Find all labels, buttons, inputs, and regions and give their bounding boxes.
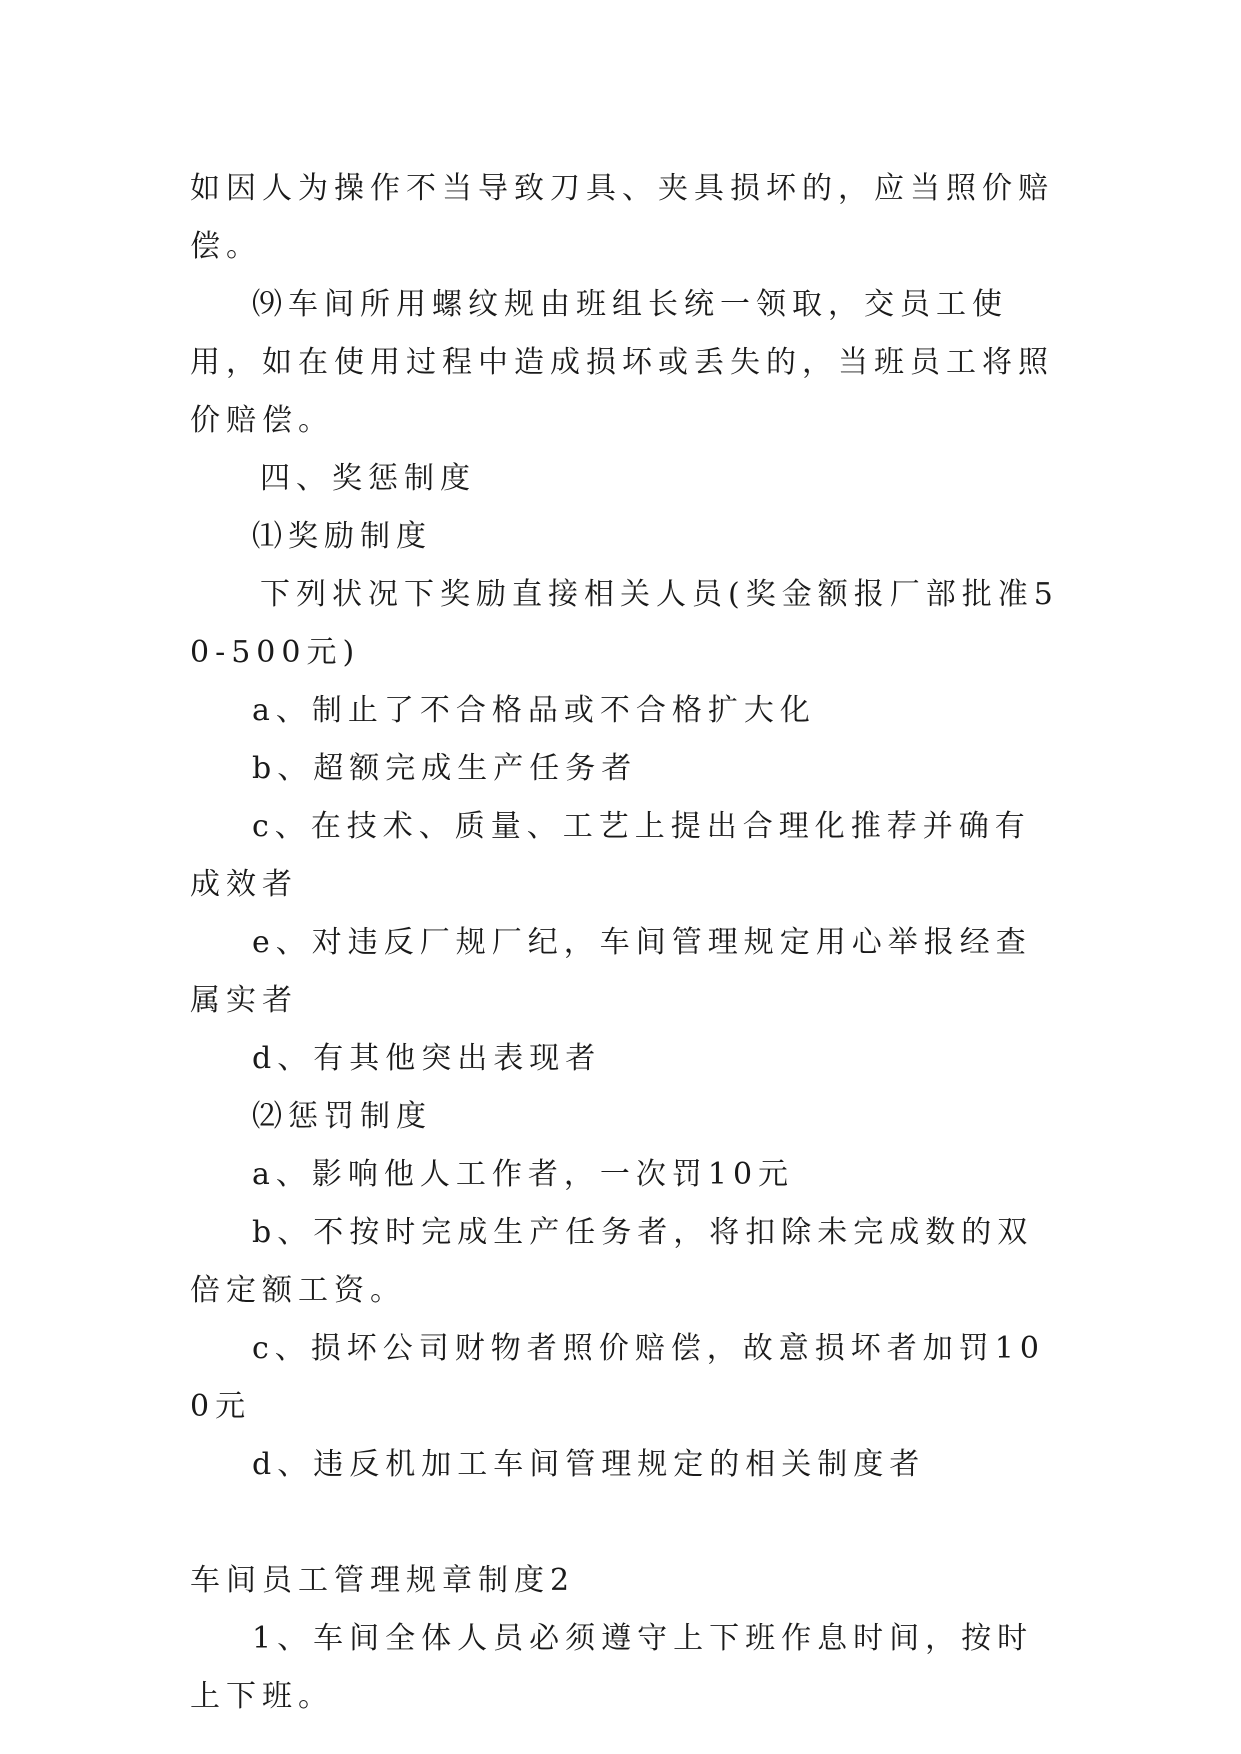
paragraph-compensation: 如因人为操作不当导致刀具、夹具损坏的，应当照价赔偿。 bbox=[190, 171, 1054, 264]
section-title: 车间员工管理规章制度2 bbox=[190, 1563, 576, 1598]
list-item-reward-c: c、在技术、质量、工艺上提出合理化推荐并确有成效者 bbox=[190, 809, 1031, 902]
paragraph-reward-conditions: 下列状况下奖励直接相关人员(奖金额报厂部批准50-500元) bbox=[190, 577, 1059, 670]
paragraph-thread-gauge: ⑼车间所用螺纹规由班组长统一领取，交员工使用，如在使用过程中造成损坏或丢失的，当班员工将照价赔偿。 bbox=[190, 287, 1054, 438]
heading-reward-punishment: 四、奖惩制度 bbox=[260, 461, 476, 496]
document-body bbox=[190, 160, 1060, 1726]
list-item-reward-d: d、有其他突出表现者 bbox=[252, 1041, 602, 1076]
section2-paragraph: 1、车间全体人员必须遵守上下班作息时间，按时上下班。 bbox=[190, 1621, 1034, 1714]
heading-reward-system: ⑴奖励制度 bbox=[252, 519, 432, 554]
list-item-punish-a: a、影响他人工作者，一次罚10元 bbox=[252, 1157, 795, 1192]
list-item-punish-c: c、损坏公司财物者照价赔偿，故意损坏者加罚100元 bbox=[190, 1331, 1045, 1424]
list-item-punish-d: d、违反机加工车间管理规定的相关制度者 bbox=[252, 1447, 926, 1482]
list-item-reward-b: b、超额完成生产任务者 bbox=[252, 751, 638, 786]
list-item-reward-e: e、对违反厂规厂纪，车间管理规定用心举报经查属实者 bbox=[190, 925, 1032, 1018]
list-item-punish-b: b、不按时完成生产任务者，将扣除未完成数的双倍定额工资。 bbox=[190, 1215, 1034, 1308]
list-item-reward-a: a、制止了不合格品或不合格扩大化 bbox=[252, 693, 816, 728]
heading-punishment-system: ⑵惩罚制度 bbox=[252, 1099, 432, 1134]
